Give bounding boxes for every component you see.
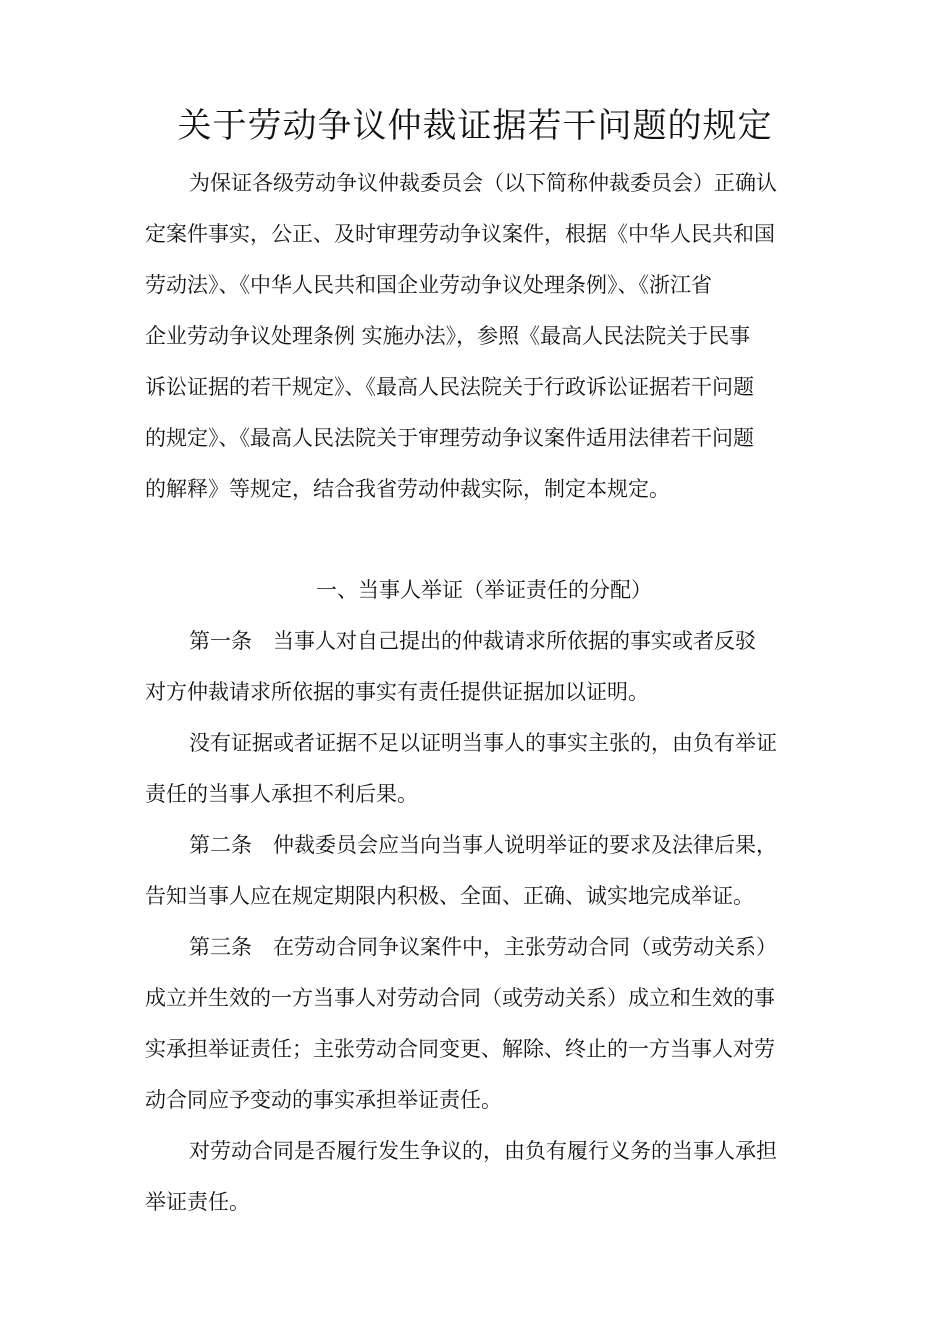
preamble-paragraph — [145, 158, 807, 515]
article-3-second-paragraph — [145, 1126, 807, 1228]
article-1-paragraph — [145, 616, 807, 718]
paragraph-line: 为保证各级劳动争议仲裁委员会（以下简称仲裁委员会）正确认 — [189, 171, 777, 195]
paragraph-line: 责任的当事人承担不利后果。 — [145, 782, 418, 806]
paragraph-line: 实承担举证责任；主张劳动合同变更、解除、终止的一方当事人对劳 — [145, 1037, 775, 1061]
paragraph-line: 的规定》、《最高人民法院关于审理劳动争议案件适用法律若干问题 — [145, 426, 754, 450]
paragraph-line: 告知当事人应在规定期限内积极、全面、正确、诚实地完成举证。 — [145, 884, 754, 908]
paragraph-line: 第二条 仲裁委员会应当向当事人说明举证的要求及法律后果， — [189, 833, 777, 857]
paragraph-line: 举证责任。 — [145, 1190, 250, 1214]
paragraph-line: 成立并生效的一方当事人对劳动合同（或劳动关系）成立和生效的事 — [145, 986, 775, 1010]
article-3-paragraph — [145, 922, 807, 1126]
paragraph-line: 对方仲裁请求所依据的事实有责任提供证据加以证明。 — [145, 680, 649, 704]
section-heading: 一、当事人举证（举证责任的分配） — [316, 578, 652, 602]
paragraph-line: 定案件事实，公正、及时审理劳动争议案件，根据《中华人民共和国 — [145, 222, 775, 246]
document-title: 关于劳动争议仲裁证据若干问题的规定 — [177, 106, 773, 146]
paragraph-line: 没有证据或者证据不足以证明当事人的事实主张的，由负有举证 — [189, 731, 777, 755]
paragraph-line: 对劳动合同是否履行发生争议的，由负有履行义务的当事人承担 — [189, 1139, 777, 1163]
paragraph-line: 企业劳动争议处理条例 实施办法》，参照《最高人民法院关于民事 — [145, 324, 751, 348]
paragraph-line: 的解释》等规定，结合我省劳动仲裁实际，制定本规定。 — [145, 477, 670, 501]
paragraph-line: 第三条 在劳动合同争议案件中，主张劳动合同（或劳动关系） — [189, 935, 777, 959]
article-1-second-paragraph — [145, 718, 807, 820]
paragraph-line: 第一条 当事人对自己提出的仲裁请求所依据的事实或者反驳 — [189, 629, 756, 653]
article-2-paragraph — [145, 820, 807, 922]
document-body — [145, 158, 807, 1228]
paragraph-line: 诉讼证据的若干规定》、《最高人民法院关于行政诉讼证据若干问题 — [145, 375, 754, 399]
paragraph-line: 劳动法》、《中华人民共和国企业劳动争议处理条例》、《浙江省 — [145, 273, 712, 297]
paragraph-line: 动合同应予变动的事实承担举证责任。 — [145, 1088, 502, 1112]
